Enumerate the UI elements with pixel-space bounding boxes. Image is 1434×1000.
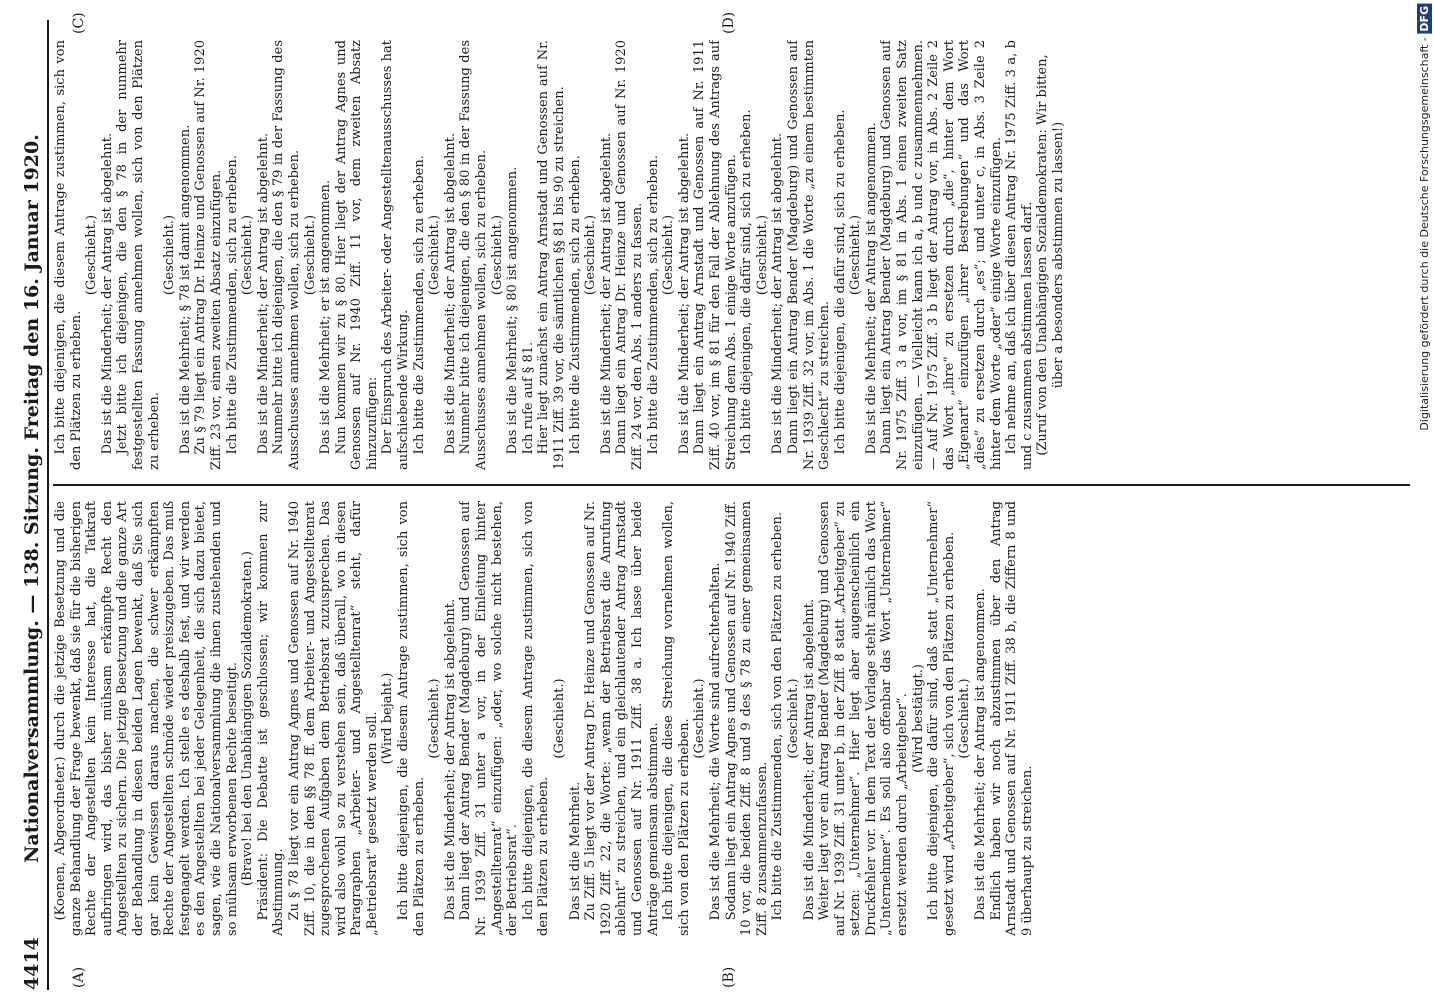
paragraph: Sodann liegt ein Antrag Agnes und Genossen auf Nr. 1940 Ziff. 10 vor, die beiden Ziff. 8 und 9 des § 78 zu einer gemeinsamen Ziff. 8 zusammenzufassen. <box>723 501 770 936</box>
stage-direction: (Zuruf von den Unabhängigen Sozialdemokraten: Wir bitten, über a besonders abstimmen zu lassen!) <box>1035 54 1066 456</box>
stage-direction: (Geschieht.) <box>240 214 256 296</box>
paragraph: Nun kommen wir zu § 80. Hier liegt der Antrag Agnes und Genossen auf Nr. 1940 Ziff. 11 vor, dem zweiten Absatz hinzuzufügen: <box>333 40 380 470</box>
paragraph: Zu § 79 liegt ein Antrag Dr. Heinze und Genossen auf Nr. 1920 Ziff. 23 vor, einen zweiten Absatz einzufügen. <box>193 40 224 470</box>
paragraph: Ich bitte die Zustimmenden, sich zu erheben. <box>567 155 583 455</box>
paragraph: Ich bitte die Zustimmenden, sich zu erheben. <box>411 155 427 455</box>
digitization-text: Digitalisierung gefördert durch die Deutsche Forschungsgemeinschaft - <box>1418 37 1431 431</box>
paragraph: Das ist die Mehrheit; § 78 ist damit angenommen. <box>177 124 193 455</box>
paragraph: Nunmehr bitte ich diejenigen, die den § 79 in der Fassung des Ausschusses annehmen wollen, sich zu erheben. <box>271 40 302 470</box>
stage-direction: (Geschieht.) <box>848 214 864 296</box>
paragraph: Ich bitte die Zustimmenden, sich von den Plätzen zu erheben. <box>770 512 786 921</box>
stage-direction: (Wird bejaht.) <box>380 672 396 765</box>
margin-marker-b: (B) <box>721 966 737 988</box>
stage-direction: (Geschieht.) <box>162 214 178 296</box>
paragraph: Das ist die Minderheit; der Antrag ist abgelehnt. <box>676 132 692 455</box>
paragraph: Ich bitte die Zustimmenden, sich zu erheben. <box>645 155 661 455</box>
margin-marker-c: (C) <box>71 12 87 34</box>
paragraph: Ich bitte diejenigen, die dafür sind, daß statt „Unternehmer“ gesetzt wird „Arbeitgeber“, sich von den Plätzen zu erheben. <box>926 501 957 936</box>
paragraph: Das ist die Mehrheit; er ist angenommen. <box>318 179 334 455</box>
stage-direction: (Geschieht.) <box>957 678 973 759</box>
paragraph: Ich bitte diejenigen, die diesem Antrage zustimmen, sich von den Plätzen zu erheben. <box>520 501 552 936</box>
paragraph: Weiter liegt vor ein Antrag Bender (Magdeburg) und Genossen auf Nr. 1939 Ziff. 31 unter b, in der Ziff. 8 statt „Arbeitgeber“ zu setzen: „Unternehmer“. Hier liegt aber augenscheinlich ein Druckfehler vor. In dem Text der Vorlage steht nämlich das Wort „Unternehmer“. Es soll also offenbar das Wort „Unternehmer“ ersetzt werden durch „Arbeitgeber“. <box>817 501 911 936</box>
paragraph: Dann liegt ein Antrag Arnstadt und Genossen auf Nr. 1911 Ziff. 40 vor, im § 81 für den Fall der Ablehnung des Antrags auf Streichung dem Abs. 1 einige Worte anzufügen. <box>692 40 739 470</box>
paragraph: Dann liegt ein Antrag Dr. Heinze und Genossen auf Nr. 1920 Ziff. 24 vor, den Abs. 1 anders zu fassen. <box>614 40 645 470</box>
paragraph: Nunmehr bitte ich diejenigen, die den § 80 in der Fassung des Ausschusses annehmen wollen, sich zu erheben. <box>458 40 490 470</box>
paragraph: Ich bitte die Zustimmenden, sich zu erheben. <box>224 155 240 455</box>
stage-direction: (Geschieht.) <box>302 214 318 296</box>
column-divider <box>53 484 1410 486</box>
paragraph: Das ist die Minderheit; der Antrag ist abgelehnt. <box>442 132 458 455</box>
paragraph: Das ist die Mehrheit; der Antrag ist angenommen. <box>973 588 989 921</box>
page-title: Nationalversammlung. — 138. Sitzung. Freitag den 16. Januar 1920. <box>21 134 43 863</box>
stage-direction: (Geschieht.) <box>754 214 770 296</box>
paragraph: Das ist die Minderheit; der Antrag ist abgelehnt. <box>770 132 786 455</box>
paragraph: Das ist die Minderheit; der Antrag ist abgelehnt. <box>598 132 614 455</box>
paragraph: Ich rufe auf § 81. <box>520 341 536 455</box>
paragraph: Das ist die Mehrheit; die Worte sind aufrechterhalten. <box>707 562 723 921</box>
stage-direction: (Bravo! bei den Unabhängigen Sozialdemokraten.) <box>240 551 256 886</box>
paragraph: Endlich haben wir noch abzustimmen über den Antrag Arnstadt und Genossen auf Nr. 1911 Ziff. 38 b, die Ziffern 8 und 9 überhaupt zu streichen. <box>988 501 1035 936</box>
paragraph: Dann liegt der Antrag Bender (Magdeburg) und Genossen auf Nr. 1939 Ziff. 31 unter a vor, in der Einleitung hinter „Angestelltenrat“ einzufügen: „oder, wo solche nicht bestehen, der Betriebsrat“. <box>458 501 521 936</box>
paragraph: Das ist die Minderheit; der Antrag ist abgelehnt. <box>801 598 817 921</box>
paragraph: Hier liegt zunächst ein Antrag Arnstadt und Genossen auf Nr. 1911 Ziff. 39 vor, die sämtlichen §§ 81 bis 90 zu streichen. <box>536 40 567 470</box>
page-number: 4414 <box>21 937 43 990</box>
paragraph: Dann liegt ein Antrag Bender (Magdeburg) und Genossen auf Nr. 1975 Ziff. 3 a vor, im § 81 in Abs. 1 einen zweiten Satz einzufügen. — Vielleicht kann ich a, b und c zusammennehmen. — Auf Nr. 1975 Ziff. 3 b liegt der Antrag vor, in Abs. 2 Zeile 2 das Wort „ihre“ zu ersetzen durch „die“, hinter dem Wort „Eigenart“ einzufügen „ihrer Bestrebungen“ und das Wort „dies“ zu ersetzen durch „es“; und unter c, in Abs. 3 Zeile 2 hinter dem Worte „oder“ einige Worte einzufügen. <box>879 40 1004 470</box>
paragraph: Ich bitte diejenigen, die dafür sind, sich zu erheben. <box>739 109 755 455</box>
stage-direction: (Geschieht.) <box>583 214 599 296</box>
paragraph: Dann liegt ein Antrag Bender (Magdeburg) und Genossen auf Nr. 1939 Ziff. 32 vor, im Abs. 1 die Worte „zu einem bestimmten Geschlecht“ zu streichen. <box>785 40 833 470</box>
stage-direction: (Geschieht.) <box>661 214 677 296</box>
paragraph: Ich bitte diejenigen, die diesem Antrage zustimmen, sich von den Plätzen zu erheben. <box>53 40 84 470</box>
document-page <box>1 10 1416 1000</box>
paragraph: Das ist die Minderheit; der Antrag ist abgelehnt. <box>442 598 458 921</box>
paragraph: Ich bitte diejenigen, die diesem Antrage zustimmen, sich von den Plätzen zu erheben. <box>396 501 427 936</box>
paragraph: Der Einspruch des Arbeiter- oder Angestelltenausschusses hat aufschiebende Wirkung. <box>380 40 412 470</box>
margin-marker-a: (A) <box>71 966 87 988</box>
stage-direction: (Geschieht.) <box>84 214 100 296</box>
digitization-note <box>1417 4 1432 431</box>
stage-direction: (Geschieht.) <box>427 678 443 759</box>
stage-direction: (Geschieht.) <box>427 214 443 296</box>
paragraph: Zu Ziff. 5 liegt vor der Antrag Dr. Heinze und Genossen auf Nr. 1920 Ziff. 22, die Worte: „wenn der Betriebsrat die Anrufung ablehnt“ zu streichen, und ein gleichlautender Antrag Arnstadt und Genossen auf Nr. 1911 Ziff. 38 a. Ich lasse über beide Anträge gemeinsam abstimmen. <box>583 501 661 936</box>
stage-direction: (Geschieht.) <box>785 678 801 759</box>
paragraph: Das ist die Mehrheit; der Antrag ist angenommen. <box>863 122 879 455</box>
margin-marker-d: (D) <box>721 11 737 34</box>
paragraph: Ich bitte diejenigen, die diese Streichung vornehmen wollen, sich von den Plätzen zu erheben. <box>661 501 692 936</box>
paragraph: Ich bitte diejenigen, die dafür sind, sich zu erheben. <box>832 109 848 455</box>
dfg-logo: DFG <box>1418 6 1431 32</box>
paragraph: Präsident: Die Debatte ist geschlossen; wir kommen zur Abstimmung. <box>255 501 287 936</box>
stage-direction: (Geschieht.) <box>692 678 708 759</box>
stage-direction: (Wird bestätigt.) <box>910 664 926 773</box>
stage-direction: (Geschieht.) <box>552 678 567 759</box>
paragraph: Zu § 78 liegt vor ein Antrag Agnes und Genossen auf Nr. 1940 Ziff. 10, die in den §§ 78 ff. dem Arbeiter- und Angestelltenrat zugesprochenen Aufgaben dem Betriebsrat zuzusprechen. Das wird also wohl so zu verstehen sein, daß überall, wo in diesen Paragraphen „Arbeiter- und Angestelltenrat“ steht, dafür „Betriebsrat“ gesetzt werden soll. <box>286 501 380 936</box>
paragraph: Ich nehme an, daß ich über diesen Antrag Nr. 1975 Ziff. 3 a, b und c zusammen abstimmen lassen darf. <box>1004 40 1035 470</box>
paragraph: Das ist die Minderheit; der Antrag ist abgelehnt. <box>99 132 115 455</box>
paragraph: (Koenen, Abgeordneter.) durch die jetzige Besetzung und die ganze Behandlung der Frage bewenkt, daß sie für die bisherigen Rechte der Angestellten kein Interesse hat, die Tatkraft aufbringen wird, das bisher mühsam erkämpfte Recht den Angestellten zu sichern. Die jetzige Besetzung und die ganze Art der Behandlung in diesen beiden Lagen bewenkt, daß Sie sich gar kein Gewissen daraus machen, die schwer erkämpften Rechte der Angestellten schnöde wieder preiszugeben. Das muß festgenagelt werden. Ich stelle es deshalb fest, und wir werden es den Angestellten bei jeder Gelegenheit, die sich dazu bietet, sagen, wie die Nationalversammlung die ihnen zustehenden und so mühsam erworbenen Rechte beseitigt. <box>53 501 240 936</box>
right-column <box>53 40 1410 470</box>
paragraph: Das ist die Minderheit; der Antrag ist abgelehnt. <box>255 132 271 455</box>
paragraph: Jetzt bitte ich diejenigen, die den § 78 in der nunmehr festgestellten Fassung annehmen wollen, sich von den Plätzen zu erheben. <box>115 40 162 470</box>
page-header <box>9 20 49 990</box>
paragraph: Das ist die Mehrheit. <box>567 781 583 921</box>
stage-direction: (Geschieht.) <box>489 214 505 296</box>
paragraph: Das ist die Mehrheit; § 80 ist angenommen. <box>505 166 521 455</box>
left-column <box>53 501 1410 936</box>
